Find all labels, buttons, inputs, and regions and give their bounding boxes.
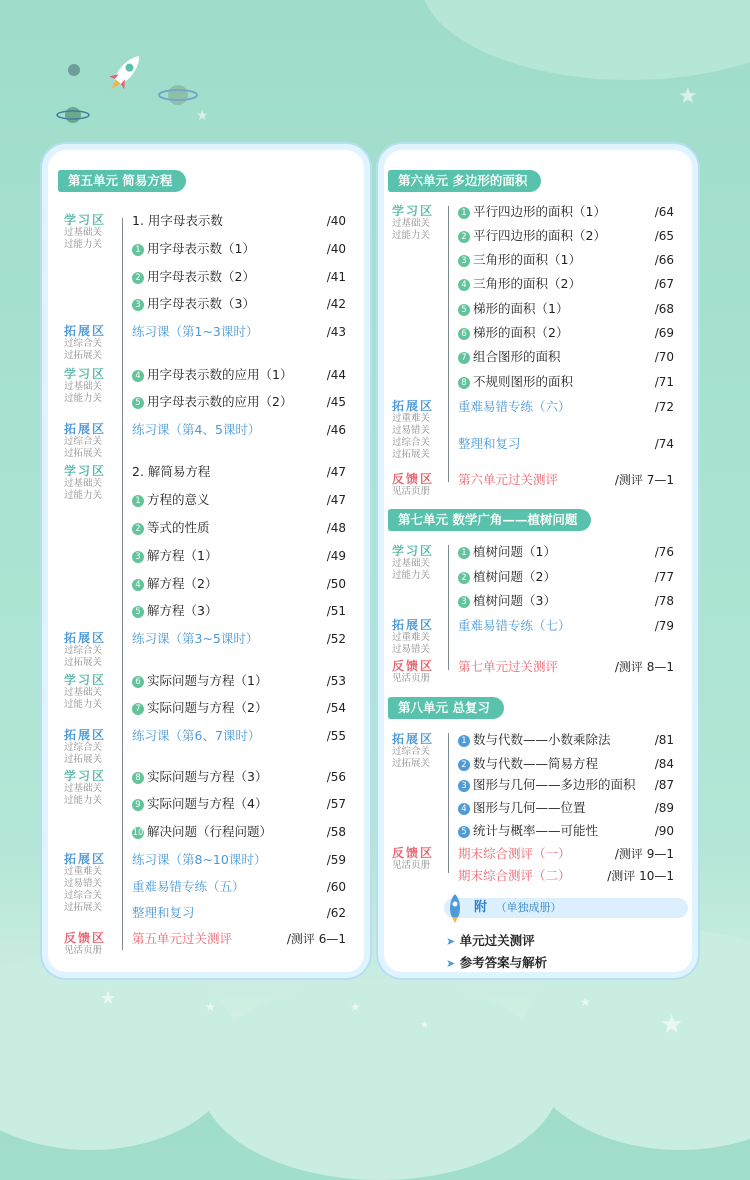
- toc-page-number: /62: [326, 906, 346, 920]
- zone-sub-label: 过重难关: [64, 866, 103, 877]
- zone-name: 反馈区: [392, 846, 435, 860]
- zone-label: [392, 205, 446, 242]
- zone-sub-label: 过综合关: [64, 436, 103, 447]
- toc-page-number: /69: [654, 326, 674, 340]
- planet-icon: [56, 103, 90, 127]
- toc-entry[interactable]: [132, 878, 245, 896]
- toc-entry[interactable]: [458, 275, 581, 293]
- toc-entry[interactable]: [132, 212, 223, 230]
- toc-entry-title: 梯形的面积（2）: [473, 325, 569, 340]
- toc-entry-title: 图形与几何——位置: [473, 800, 586, 815]
- toc-entry[interactable]: [458, 776, 636, 794]
- toc-entry[interactable]: [458, 822, 598, 840]
- toc-entry[interactable]: [132, 393, 292, 411]
- zone-sub-label: 见活页册: [64, 945, 103, 956]
- toc-page-number: /43: [326, 325, 346, 339]
- toc-page-number: /72: [654, 400, 674, 414]
- lesson-number-badge: 6: [132, 676, 144, 688]
- toc-entry-title: 不规则图形的面积: [473, 374, 574, 389]
- toc-entry-title: 平行四边形的面积（1）: [473, 204, 606, 219]
- zone-name: 学习区: [64, 673, 107, 687]
- zone-sub-label: 过易错关: [392, 425, 431, 436]
- lesson-number-badge: 1: [132, 244, 144, 256]
- toc-entry[interactable]: [458, 799, 586, 817]
- toc-entry[interactable]: [458, 348, 561, 366]
- lesson-number-badge: 2: [132, 272, 144, 284]
- toc-page-number: /67: [654, 277, 674, 291]
- toc-entry[interactable]: [458, 731, 611, 749]
- zone-sub-label: 过能力关: [64, 699, 103, 710]
- lesson-number-badge: 2: [458, 759, 470, 771]
- lesson-number-badge: 3: [132, 551, 144, 563]
- zone-name: 拓展区: [64, 631, 107, 645]
- zone-label: [64, 325, 118, 362]
- zone-name: 拓展区: [64, 852, 107, 866]
- toc-entry-title: 第七单元过关测评: [458, 659, 559, 674]
- star-icon: ★: [580, 995, 591, 1009]
- zone-name: 学习区: [64, 367, 107, 381]
- toc-entry[interactable]: [132, 768, 267, 786]
- zone-sub-label: 过易错关: [392, 644, 431, 655]
- toc-entry-title: 平行四边形的面积（2）: [473, 228, 606, 243]
- toc-entry[interactable]: [132, 323, 258, 341]
- toc-page-number: /47: [326, 493, 346, 507]
- lesson-number-badge: 8: [132, 772, 144, 784]
- toc-entry-title: 练习课（第1~3课时）: [132, 324, 259, 339]
- toc-entry-title: 练习课（第6、7课时）: [132, 728, 261, 743]
- toc-page-number: /47: [326, 465, 346, 479]
- toc-entry-title: 第五单元过关测评: [132, 931, 233, 946]
- zone-name: 拓展区: [392, 618, 435, 632]
- rocket-bullet-icon: ➤: [446, 957, 456, 970]
- toc-entry[interactable]: [132, 575, 217, 593]
- zone-label: [392, 733, 446, 770]
- zone-label: [64, 632, 118, 669]
- toc-entry[interactable]: [458, 867, 571, 885]
- zone-sub-label: 过综合关: [64, 742, 103, 753]
- toc-entry[interactable]: [132, 699, 267, 717]
- lesson-number-badge: 1: [458, 207, 470, 219]
- toc-entry[interactable]: [132, 851, 266, 869]
- lesson-number-badge: 8: [458, 377, 470, 389]
- zone-sub-label: 过基础关: [64, 478, 103, 489]
- toc-page-number: /50: [326, 577, 346, 591]
- toc-entry[interactable]: [458, 300, 568, 318]
- toc-page-number: /74: [654, 437, 674, 451]
- toc-entry-title: 实际问题与方程（4）: [147, 796, 268, 811]
- toc-entry-title: 植树问题（2）: [473, 569, 556, 584]
- appendix-title: [474, 898, 562, 918]
- zone-sub-label: 过基础关: [392, 218, 431, 229]
- toc-entry-title: 三角形的面积（1）: [473, 252, 581, 267]
- lesson-number-badge: 2: [458, 572, 470, 584]
- toc-entry[interactable]: [132, 491, 210, 509]
- zone-label: [64, 214, 118, 251]
- toc-entry-title: 三角形的面积（2）: [473, 276, 581, 291]
- toc-page-number: /55: [326, 729, 346, 743]
- toc-entry[interactable]: [458, 845, 571, 863]
- toc-entry-title: 第六单元过关测评: [458, 472, 559, 487]
- toc-page-number: /87: [654, 778, 674, 792]
- appendix-label: 附: [474, 900, 488, 915]
- toc-entry[interactable]: [458, 471, 558, 489]
- lesson-number-badge: 5: [132, 606, 144, 618]
- toc-page-number: /52: [326, 632, 346, 646]
- zone-name: 反馈区: [392, 472, 435, 486]
- toc-entry-title: 用字母表示数（3）: [147, 296, 255, 311]
- toc-entry-title: 实际问题与方程（1）: [147, 673, 268, 688]
- toc-entry[interactable]: [132, 366, 292, 384]
- toc-page-number: /68: [654, 302, 674, 316]
- lesson-number-badge: 3: [458, 780, 470, 792]
- zone-sub-label: 过综合关: [392, 437, 431, 448]
- toc-entry[interactable]: [458, 251, 581, 269]
- zone-label: [64, 368, 118, 405]
- toc-entry[interactable]: [132, 672, 267, 690]
- toc-page-number: /42: [326, 297, 346, 311]
- zone-label: [392, 545, 446, 582]
- zone-sub-label: 见活页册: [392, 673, 431, 684]
- zone-sub-label: 过能力关: [64, 795, 103, 806]
- appendix-item-label: 参考答案与解析: [459, 955, 548, 970]
- toc-entry[interactable]: [458, 227, 606, 245]
- toc-page-number: /48: [326, 521, 346, 535]
- zone-label: [392, 619, 446, 656]
- toc-entry-title: 解方程（2）: [147, 576, 218, 591]
- lesson-number-badge: 4: [458, 279, 470, 291]
- star-icon: ★: [660, 1010, 684, 1040]
- appendix-note: （单独成册）: [495, 901, 562, 914]
- zone-name: 学习区: [392, 544, 435, 558]
- toc-entry[interactable]: [132, 727, 260, 745]
- toc-entry-title: 等式的性质: [147, 520, 210, 535]
- lesson-number-badge: 1: [458, 735, 470, 747]
- zone-label: [392, 400, 446, 461]
- toc-entry-title: 图形与几何——多边形的面积: [473, 777, 636, 792]
- planet-icon: [158, 80, 198, 110]
- zone-sub-label: 过拓展关: [392, 758, 431, 769]
- lesson-number-badge: 2: [132, 523, 144, 535]
- toc-entry-title: 1. 用字母表示数: [132, 213, 223, 228]
- toc-page-number: /84: [654, 757, 674, 771]
- timeline-line: [448, 206, 449, 482]
- zone-sub-label: 过重难关: [392, 413, 431, 424]
- star-icon: ★: [196, 108, 209, 124]
- toc-entry-title: 用字母表示数（2）: [147, 269, 255, 284]
- toc-page-number: /79: [654, 619, 674, 633]
- toc-page-number: /测评 8—1: [614, 660, 674, 674]
- zone-sub-label: 过基础关: [64, 381, 103, 392]
- toc-entry-title: 数与代数——小数乘除法: [473, 732, 611, 747]
- toc-entry[interactable]: [132, 904, 195, 922]
- lesson-number-badge: 3: [458, 255, 470, 267]
- zone-sub-label: 过综合关: [64, 890, 103, 901]
- toc-page-number: /70: [654, 350, 674, 364]
- toc-entry[interactable]: [458, 398, 571, 416]
- lesson-number-badge: 5: [458, 304, 470, 316]
- toc-entry[interactable]: [458, 324, 568, 342]
- toc-entry[interactable]: [458, 617, 571, 635]
- lesson-number-badge: 2: [458, 231, 470, 243]
- lesson-number-badge: 9: [132, 799, 144, 811]
- zone-sub-label: 过综合关: [64, 645, 103, 656]
- zone-sub-label: 过综合关: [64, 338, 103, 349]
- zone-sub-label: 见活页册: [392, 860, 431, 871]
- cloud: [420, 0, 750, 80]
- zone-sub-label: 过拓展关: [64, 902, 103, 913]
- toc-entry-title: 实际问题与方程（3）: [147, 769, 268, 784]
- star-icon: ★: [205, 1000, 216, 1014]
- toc-entry-title: 重难易错专练（七）: [458, 618, 571, 633]
- timeline-line: [448, 733, 449, 873]
- lesson-number-badge: 6: [458, 328, 470, 340]
- toc-entry-title: 整理和复习: [132, 905, 195, 920]
- toc-entry[interactable]: [132, 630, 258, 648]
- toc-entry[interactable]: [132, 795, 267, 813]
- timeline-line: [448, 545, 449, 670]
- zone-label: [64, 674, 118, 711]
- zone-name: 拓展区: [64, 422, 107, 436]
- toc-entry-title: 方程的意义: [147, 492, 210, 507]
- toc-entry[interactable]: [458, 658, 558, 676]
- toc-entry[interactable]: [458, 592, 556, 610]
- lesson-number-badge: 5: [132, 397, 144, 409]
- toc-entry-title: 练习课（第8~10课时）: [132, 852, 267, 867]
- lesson-number-badge: 1: [458, 547, 470, 559]
- toc-page-number: /40: [326, 242, 346, 256]
- zone-name: 拓展区: [392, 399, 435, 413]
- toc-entry[interactable]: [458, 568, 556, 586]
- zone-sub-label: 过拓展关: [64, 657, 103, 668]
- zone-sub-label: 过拓展关: [392, 449, 431, 460]
- toc-page-number: /测评 6—1: [286, 932, 346, 946]
- zone-sub-label: 过基础关: [64, 227, 103, 238]
- toc-page-number: /64: [654, 205, 674, 219]
- toc-page-number: /45: [326, 395, 346, 409]
- toc-entry[interactable]: [132, 295, 255, 313]
- toc-entry-title: 实际问题与方程（2）: [147, 700, 268, 715]
- toc-entry-title: 解方程（1）: [147, 548, 218, 563]
- toc-page-number: /51: [326, 604, 346, 618]
- star-icon: ★: [678, 84, 698, 109]
- zone-label: [64, 465, 118, 502]
- toc-page-number: /81: [654, 733, 674, 747]
- zone-name: 拓展区: [64, 728, 107, 742]
- toc-entry-title: 练习课（第4、5课时）: [132, 422, 261, 437]
- toc-page-number: /58: [326, 825, 346, 839]
- zone-sub-label: 过基础关: [392, 558, 431, 569]
- toc-page-number: /44: [326, 368, 346, 382]
- zone-label: [64, 423, 118, 460]
- toc-page-number: /46: [326, 423, 346, 437]
- zone-sub-label: 过能力关: [64, 239, 103, 250]
- zone-label: [64, 853, 118, 914]
- toc-entry-title: 植树问题（1）: [473, 544, 556, 559]
- toc-entry-title: 用字母表示数的应用（2）: [147, 394, 293, 409]
- zone-name: 反馈区: [392, 659, 435, 673]
- zone-label: [392, 660, 446, 685]
- toc-entry[interactable]: [458, 373, 573, 391]
- toc-entry-title: 组合图形的面积: [473, 349, 561, 364]
- zone-label: [392, 473, 446, 498]
- zone-label: [64, 729, 118, 766]
- toc-page-number: /测评 9—1: [614, 847, 674, 861]
- toc-entry-title: 统计与概率——可能性: [473, 823, 599, 838]
- cloud: [200, 980, 560, 1180]
- toc-page-number: /78: [654, 594, 674, 608]
- toc-entry-title: 解决问题（行程问题）: [147, 824, 273, 839]
- toc-entry[interactable]: [458, 543, 556, 561]
- lesson-number-badge: 4: [132, 579, 144, 591]
- lesson-number-badge: 7: [132, 703, 144, 715]
- toc-entry-title: 重难易错专练（五）: [132, 879, 245, 894]
- rocket-icon: [442, 892, 468, 924]
- zone-sub-label: 过能力关: [64, 490, 103, 501]
- toc-page-number: /57: [326, 797, 346, 811]
- timeline-line: [122, 218, 123, 950]
- zone-sub-label: 过重难关: [392, 632, 431, 643]
- zone-sub-label: 过基础关: [64, 783, 103, 794]
- zone-sub-label: 过能力关: [392, 230, 431, 241]
- toc-page-number: /测评 7—1: [614, 473, 674, 487]
- lesson-number-badge: 4: [132, 370, 144, 382]
- unit5-title: 第五单元 简易方程: [58, 170, 186, 192]
- toc-entry[interactable]: [132, 421, 260, 439]
- toc-page-number: /65: [654, 229, 674, 243]
- toc-entry[interactable]: [132, 823, 272, 841]
- toc-entry[interactable]: [132, 240, 255, 258]
- zone-name: 拓展区: [392, 732, 435, 746]
- zone-name: 学习区: [64, 769, 107, 783]
- toc-page-number: /测评 10—1: [607, 869, 674, 883]
- toc-entry-title: 2. 解简易方程: [132, 464, 211, 479]
- toc-entry-title: 梯形的面积（1）: [473, 301, 569, 316]
- lesson-number-badge: 7: [458, 352, 470, 364]
- star-icon: ★: [420, 1020, 429, 1031]
- toc-entry-title: 用字母表示数的应用（1）: [147, 367, 293, 382]
- unit6-title: 第六单元 多边形的面积: [388, 170, 541, 192]
- toc-entry[interactable]: [458, 435, 521, 453]
- toc-entry[interactable]: [132, 519, 210, 537]
- toc-entry[interactable]: [132, 463, 210, 481]
- unit8-title: 第八单元 总复习: [388, 697, 504, 719]
- rocket-icon: [100, 48, 150, 98]
- toc-page-number: /77: [654, 570, 674, 584]
- toc-page-number: /59: [326, 853, 346, 867]
- zone-sub-label: 过综合关: [392, 746, 431, 757]
- zone-sub-label: 过拓展关: [64, 754, 103, 765]
- toc-entry[interactable]: [132, 268, 255, 286]
- lesson-number-badge: 3: [458, 596, 470, 608]
- lesson-number-badge: 3: [132, 299, 144, 311]
- zone-sub-label: 过拓展关: [64, 350, 103, 361]
- star-icon: ★: [100, 988, 117, 1009]
- zone-sub-label: 过基础关: [64, 687, 103, 698]
- zone-sub-label: 过拓展关: [64, 448, 103, 459]
- toc-entry-title: 整理和复习: [458, 436, 521, 451]
- toc-page-number: /71: [654, 375, 674, 389]
- toc-entry-title: 植树问题（3）: [473, 593, 556, 608]
- star-icon: ★: [350, 1000, 361, 1014]
- unit7-title: 第七单元 数学广角——植树问题: [388, 509, 591, 531]
- zone-name: 学习区: [64, 213, 107, 227]
- cloud: [0, 950, 240, 1150]
- toc-page-number: /56: [326, 770, 346, 784]
- zone-name: 反馈区: [64, 931, 107, 945]
- toc-entry-title: 数与代数——简易方程: [473, 756, 599, 771]
- toc-page-number: /90: [654, 824, 674, 838]
- toc-entry[interactable]: [132, 602, 217, 620]
- toc-entry-title: 解方程（3）: [147, 603, 218, 618]
- toc-entry-title: 期末综合测评（二）: [458, 868, 571, 883]
- zone-sub-label: 过能力关: [392, 570, 431, 581]
- toc-page-number: /89: [654, 801, 674, 815]
- toc-entry[interactable]: [132, 547, 217, 565]
- lesson-number-badge: 1: [132, 495, 144, 507]
- small-planet-icon: [68, 64, 80, 76]
- appendix-item-label: 单元过关测评: [459, 933, 535, 948]
- toc-entry[interactable]: [132, 930, 232, 948]
- toc-page-number: /40: [326, 214, 346, 228]
- toc-page-number: /53: [326, 674, 346, 688]
- toc-entry[interactable]: [458, 203, 606, 221]
- zone-sub-label: 过易错关: [64, 878, 103, 889]
- toc-entry-title: 练习课（第3~5课时）: [132, 631, 259, 646]
- toc-entry-title: 重难易错专练（六）: [458, 399, 571, 414]
- zone-label: [64, 770, 118, 807]
- zone-sub-label: 过能力关: [64, 393, 103, 404]
- appendix-item[interactable]: [446, 932, 535, 950]
- lesson-number-badge: 5: [458, 826, 470, 838]
- toc-entry-title: 用字母表示数（1）: [147, 241, 255, 256]
- lesson-number-badge: 10: [132, 828, 144, 838]
- toc-page-number: /41: [326, 270, 346, 284]
- zone-sub-label: 见活页册: [392, 486, 431, 497]
- zone-label: [64, 932, 118, 957]
- toc-page-number: /49: [326, 549, 346, 563]
- zone-name: 拓展区: [64, 324, 107, 338]
- toc-page-number: /60: [326, 880, 346, 894]
- zone-label: [392, 847, 446, 872]
- zone-name: 学习区: [64, 464, 107, 478]
- toc-page-number: /54: [326, 701, 346, 715]
- lesson-number-badge: 4: [458, 803, 470, 815]
- toc-entry[interactable]: [458, 755, 598, 773]
- rocket-bullet-icon: ➤: [446, 935, 456, 948]
- toc-entry-title: 期末综合测评（一）: [458, 846, 571, 861]
- toc-page-number: /76: [654, 545, 674, 559]
- appendix-item[interactable]: [446, 954, 547, 972]
- zone-name: 学习区: [392, 204, 435, 218]
- toc-page-number: /66: [654, 253, 674, 267]
